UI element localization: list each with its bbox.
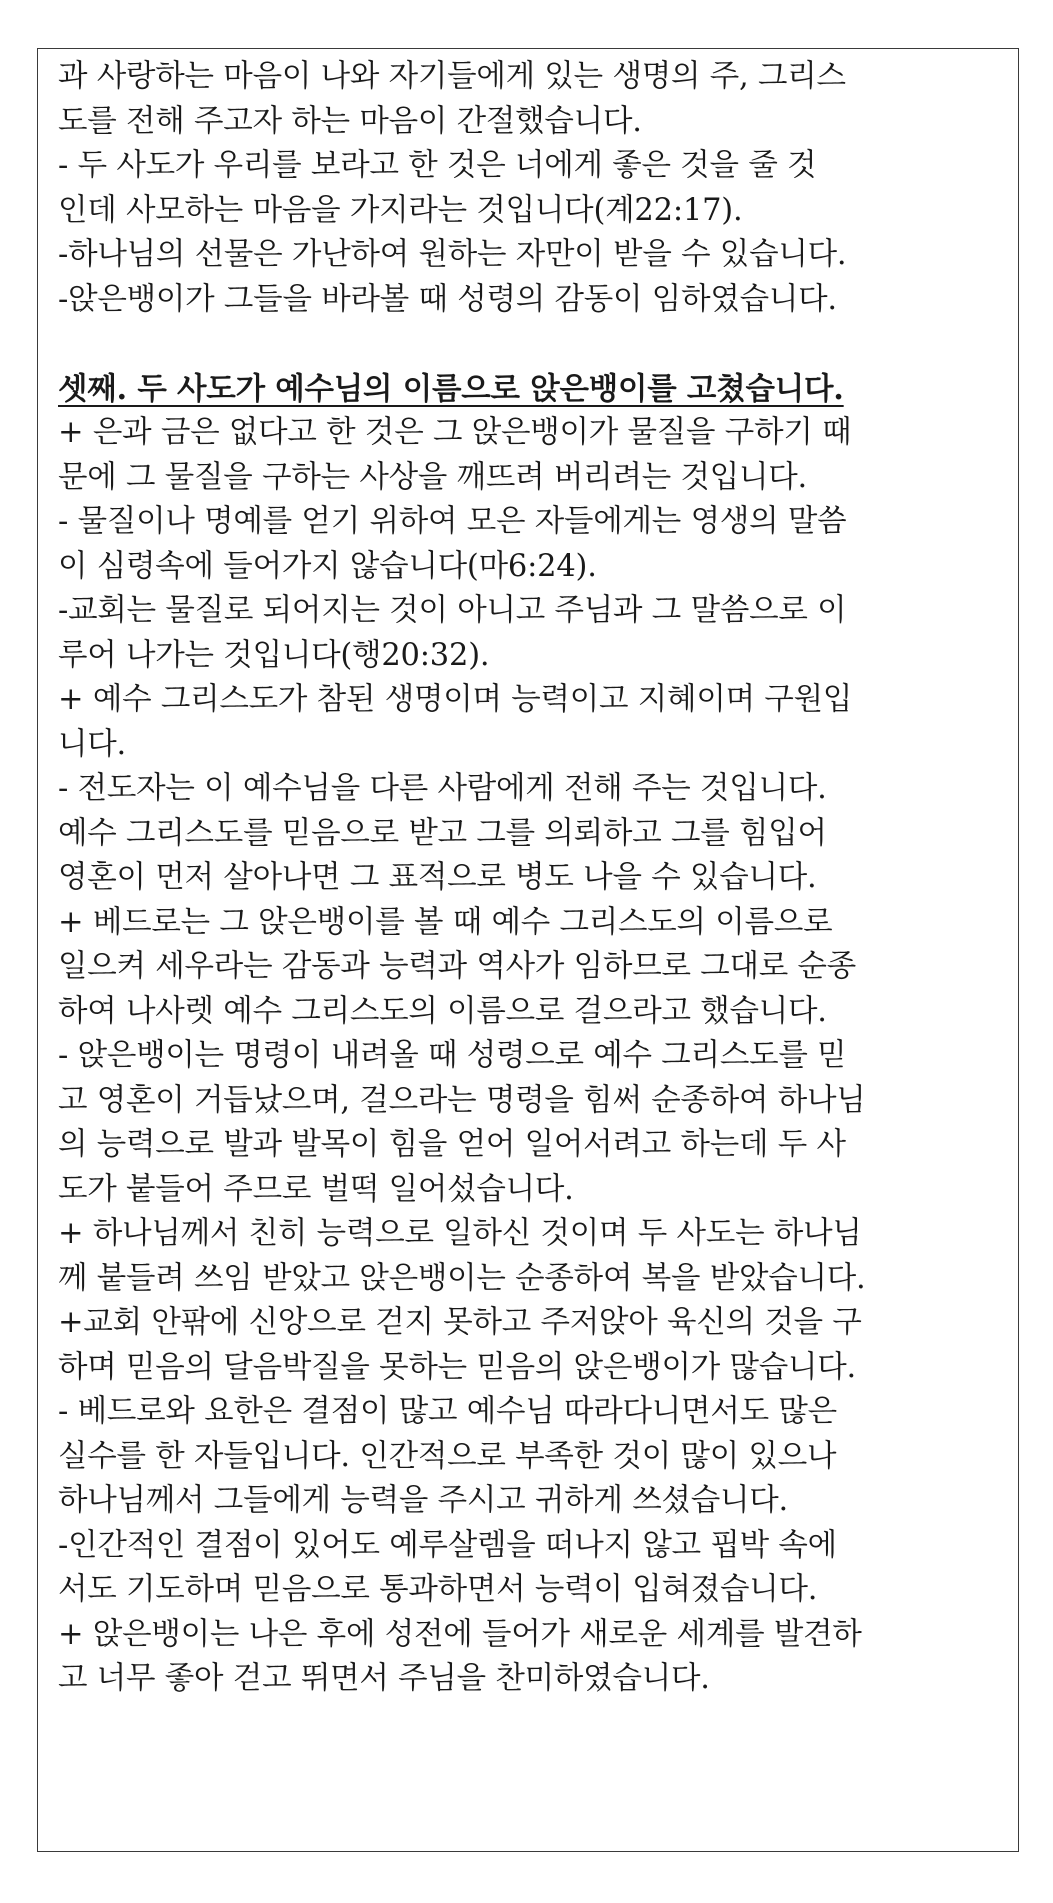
text-line: 루어 나가는 것입니다(행20:32). — [58, 637, 490, 673]
text-line: + 예수 그리스도가 참된 생명이며 능력이고 지혜이며 구원입 — [58, 682, 853, 717]
text-line: 일으켜 세우라는 감동과 능력과 역사가 임하므로 그대로 순종 — [58, 949, 857, 984]
text-line: 서도 기도하며 믿음으로 통과하면서 능력이 입혀졌습니다. — [58, 1572, 818, 1607]
section-heading: 셋째. 두 사도가 예수님의 이름으로 앉은뱅이를 고쳤습니다. — [58, 370, 844, 407]
text-line: - 물질이나 명예를 얻기 위하여 모은 자들에게는 영생의 말씀 — [58, 504, 847, 539]
document-body — [58, 55, 1000, 1702]
text-line: 의 능력으로 발과 발목이 힘을 얻어 일어서려고 하는데 두 사 — [58, 1127, 846, 1162]
text-line: 니다. — [58, 726, 127, 762]
text-line: - 베드로와 요한은 결점이 많고 예수님 따라다니면서도 많은 — [58, 1394, 837, 1429]
text-line: -교회는 물질로 되어지는 것이 아니고 주님과 그 말씀으로 이 — [58, 593, 847, 628]
text-line: - 두 사도가 우리를 보라고 한 것은 너에게 좋은 것을 줄 것 — [58, 148, 817, 183]
text-line: + 베드로는 그 앉은뱅이를 볼 때 예수 그리스도의 이름으로 — [58, 904, 833, 940]
text-line: -인간적인 결점이 있어도 예루살렘을 떠나지 않고 핍박 속에 — [58, 1527, 837, 1563]
text-line: 문에 그 물질을 구하는 사상을 깨뜨려 버리려는 것입니다. — [58, 459, 808, 495]
text-line: 실수를 한 자들입니다. 인간적으로 부족한 것이 많이 있으나 — [58, 1438, 837, 1474]
text-line: + 앉은뱅이는 나은 후에 성전에 들어가 새로운 세계를 발견하 — [58, 1616, 862, 1652]
text-line: 고 너무 좋아 걷고 뛰면서 주님을 찬미하였습니다. — [58, 1661, 710, 1696]
text-line: 하나님께서 그들에게 능력을 주시고 귀하게 쓰셨습니다. — [58, 1483, 789, 1518]
text-line: 하여 나사렛 예수 그리스도의 이름으로 걸으라고 했습니다. — [58, 993, 827, 1029]
text-line: 영혼이 먼저 살아나면 그 표적으로 병도 나을 수 있습니다. — [58, 860, 817, 895]
page-frame — [37, 48, 1019, 1852]
text-line: + 하나님께서 친히 능력으로 일하신 것이며 두 사도는 하나님 — [58, 1216, 862, 1251]
blank-line — [58, 322, 1000, 367]
text-line: 이 심령속에 들어가지 않습니다(마6:24). — [58, 548, 597, 584]
text-line: 과 사랑하는 마음이 나와 자기들에게 있는 생명의 주, 그리스 — [58, 59, 846, 94]
text-line: 께 붙들려 쓰임 받았고 앉은뱅이는 순종하여 복을 받았습니다. — [58, 1260, 866, 1296]
text-line: +교회 안팎에 신앙으로 걷지 못하고 주저앉아 육신의 것을 구 — [58, 1305, 862, 1340]
text-line: 고 영혼이 거듭났으며, 걸으라는 명령을 힘써 순종하여 하나님 — [58, 1082, 866, 1118]
text-line: + 은과 금은 없다고 한 것은 그 앉은뱅이가 물질을 구하기 때 — [58, 415, 852, 450]
text-line: 인데 사모하는 마음을 가지라는 것입니다(계22:17). — [58, 192, 743, 228]
text-line: 하며 믿음의 달음박질을 못하는 믿음의 앉은뱅이가 많습니다. — [58, 1349, 857, 1385]
text-line: - 전도자는 이 예수님을 다른 사람에게 전해 주는 것입니다. — [58, 771, 827, 806]
text-line: -하나님의 선물은 가난하여 원하는 자만이 받을 수 있습니다. — [58, 237, 847, 272]
text-line: 도를 전해 주고자 하는 마음이 간절했습니다. — [58, 103, 642, 139]
text-line: - 앉은뱅이는 명령이 내려올 때 성령으로 예수 그리스도를 믿 — [58, 1038, 847, 1073]
text-line: 예수 그리스도를 믿음으로 받고 그를 의뢰하고 그를 힘입어 — [58, 815, 827, 851]
text-line: 도가 붙들어 주므로 벌떡 일어섰습니다. — [58, 1171, 574, 1207]
text-line: -앉은뱅이가 그들을 바라볼 때 성령의 감동이 임하였습니다. — [58, 281, 837, 317]
